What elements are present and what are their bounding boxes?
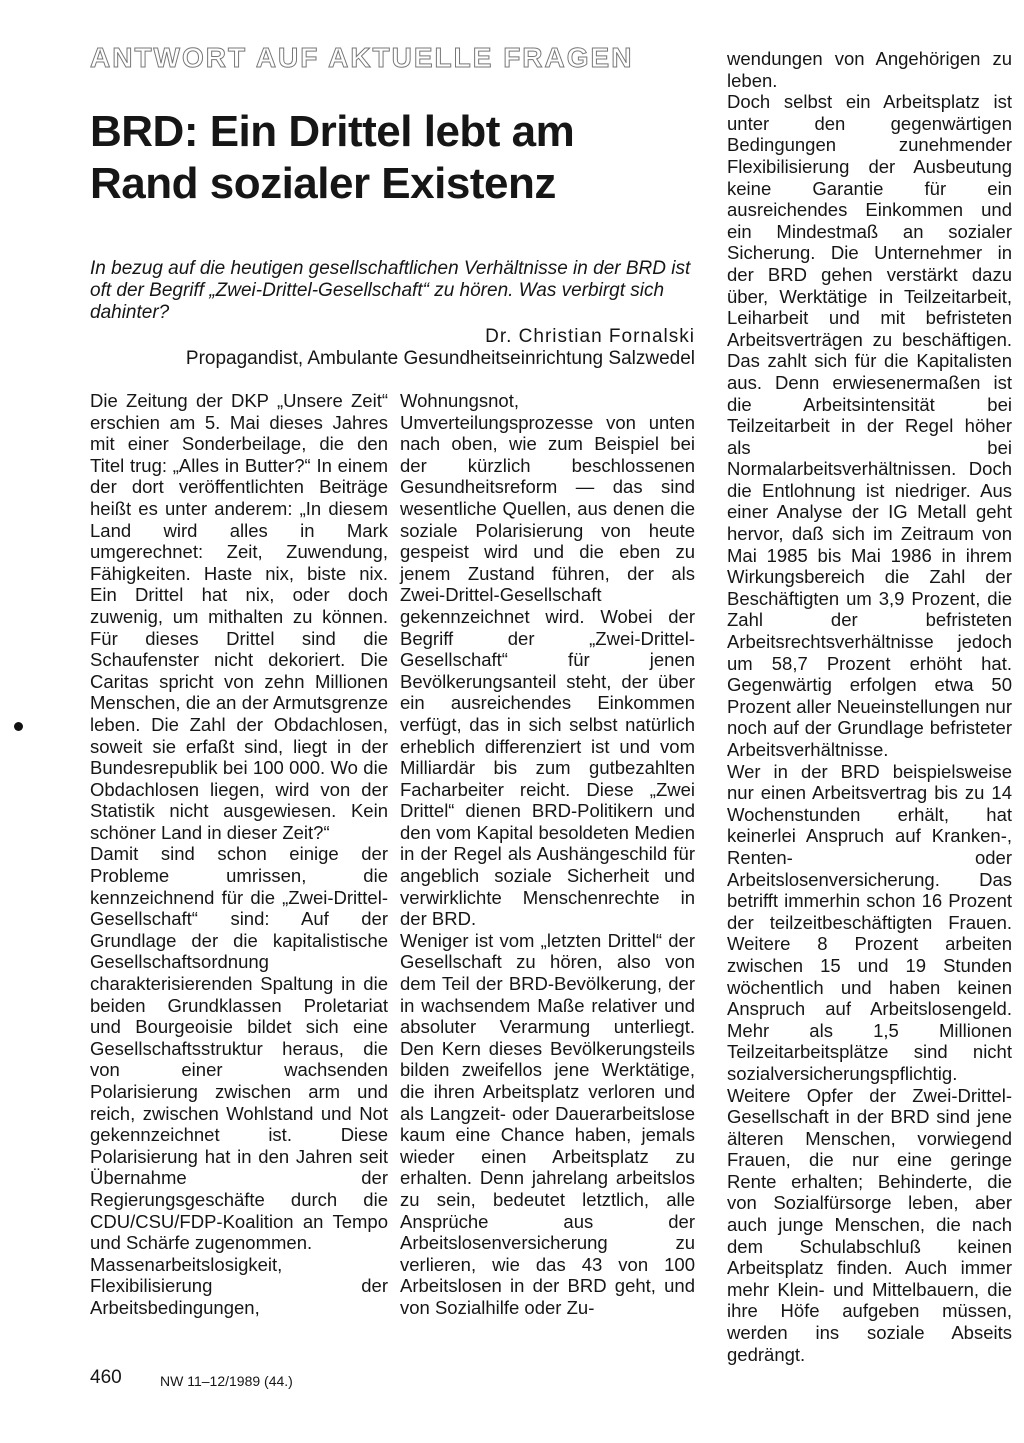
paragraph: Wer in der BRD beispielsweise nur einen Arbeitsvertrag bis zu 14 Wochenstunden erhält, hat keinerlei Anspruch auf Kranken-, Renten- oder Arbeitslosenversicherung. Das betrifft immerhin schon 16 Prozent der teilzeitbeschäftigten Frauen. Weitere 8 Prozent arbeiten zwischen 15 und 19 Stunden wöchentlich und haben keinen Anspruch auf Arbeitslosengeld. Mehr als 1,5 Millionen Teilzeitarbeitsplätze sind nicht sozialversicherungspflichtig. [727,760,1012,1084]
page-number: 460 [90,1367,122,1388]
paragraph: Die Zeitung der DKP „Unsere Zeit“ erschien am 5. Mai dieses Jahres mit einer Sonderbeilage, die den Titel trug: „Alles in Butter?“ In einem der dort veröffentlichten Beiträge heißt es unter anderem: „In diesem Land wird alles in Mark umgerechnet: Zeit, Zuwendung, Fähigkeiten. Haste nix, biste nix. Ein Drittel hat nix, oder doch zuwenig, um mithalten zu können. Für dieses Drittel sind die Schaufenster nicht dekoriert. Die Caritas spricht von zehn Millionen Menschen, die an der Armutsgrenze leben. Die Zahl der Obdachlosen, soweit sie erfaßt sind, liegt in der Bundesrepublik bei 100 000. Wo die Obdachlosen liegen, wird von der Statistik nicht ausgewiesen. Kein schöner Land in dieser Zeit?“ [90,390,388,843]
issue-reference: NW 11–12/1989 (44.) [160,1373,293,1389]
text-column-2 [400,390,695,1319]
author-name: Dr. Christian Fornalski [485,326,695,347]
article-headline: BRD: Ein Drittel lebt am Rand sozialer Existenz [90,107,575,208]
bullet-mark-icon [14,722,23,731]
text-column-3 [727,48,1012,1365]
paragraph: Weniger ist vom „letzten Drittel“ der Gesellschaft zu hören, also von dem Teil der BRD-Bevölkerung, der in wachsendem Maße relativer und absoluter Verarmung unterliegt. Den Kern dieses Bevölkerungsteils bilden zweifellos jene Werktätige, die ihren Arbeitsplatz verloren und als Langzeit- oder Dauerarbeitslose kaum eine Chance haben, jemals wieder einen Arbeitsplatz zu erhalten. Denn jahrelang arbeitslos zu sein, bedeutet letztlich, alle Ansprüche aus der Arbeitslosenversicherung zu verlieren, wie das 43 von 100 Arbeitslosen in der BRD geht, und von Sozialhilfe oder Zu- [400,929,695,1318]
paragraph: Doch selbst ein Arbeitsplatz ist unter den gegenwärtigen Bedingungen zunehmender Flexibilisierung der Ausbeutung keine Garantie für ein ausreichendes Einkommen und ein Mindestmaß an sozialer Sicherung. Die Unternehmer in der BRD gehen verstärkt dazu über, Werktätige in Teilzeitarbeit, Leiharbeit und mit befristeten Arbeitsverträgen zu beschäftigen. Das zahlt sich für die Kapitalisten aus. Denn erwiesenermaßen ist die Arbeitsintensität bei Teilzeitarbeit in der Regel höher als bei Normalarbeitsverhältnissen. Doch die Entlohnung ist niedriger. Aus einer Analyse der IG Metall geht hervor, daß sich im Zeitraum von Mai 1985 bis Mai 1986 in ihrem Wirkungsbereich die Zahl der Beschäftigten um 3,9 Prozent, die Zahl der befristeten Arbeitsrechtsverhältnisse jedoch um 58,7 Prozent erhöht hat. Gegenwärtig erfolgen etwa 50 Prozent aller Neueinstellungen nur noch auf der Grundlage befristeter Arbeitsverhältnisse. [727,91,1012,760]
section-kicker: ANTWORT AUF AKTUELLE FRAGEN [90,42,634,73]
paragraph: Wohnungsnot, Umverteilungsprozesse von unten nach oben, wie zum Beispiel bei der kürzlich beschlossenen Gesundheitsreform — das sind wesentliche Quellen, aus denen die soziale Polarisierung von heute gespeist wird und die eben zu jenem Zustand führen, der als Zwei-Drittel-Gesellschaft gekennzeichnet wird. Wobei der Begriff der „Zwei-Drittel-Gesellschaft“ für jenen Bevölkerungsanteil steht, der über ein ausreichendes Einkommen verfügt, das in sich selbst natürlich erheblich differenziert ist und vom Milliardär bis zum gutbezahlten Facharbeiter reicht. Diese „Zwei Drittel“ dienen BRD-Politikern und den vom Kapital besoldeten Medien in der Regel als Aushängeschild für angeblich soziale Sicherheit und verwirklichte Menschenrechte in der BRD. [400,390,695,930]
text-column-1 [90,390,388,1319]
paragraph: wendungen von Angehörigen zu leben. [727,48,1012,91]
article-intro: In bezug auf die heutigen gesellschaftlichen Verhältnisse in der BRD ist oft der Begriff „Zwei-Drittel-Gesellschaft“ zu hören. Was verbirgt sich dahinter? [90,258,691,323]
paragraph: Damit sind schon einige der Probleme umrissen, die kennzeichnend für die „Zwei-Drittel-Gesellschaft“ sind: Auf der Grundlage der die kapitalistische Gesellschaftsordnung charakterisierenden Spaltung in die beiden Grundklassen Proletariat und Bourgeoisie bildet sich eine Gesellschaftsstruktur heraus, die von einer wachsenden Polarisierung zwischen arm und reich, zwischen Wohlstand und Not gekennzeichnet ist. Diese Polarisierung hat in den Jahren seit Übernahme der Regierungsgeschäfte durch die CDU/CSU/FDP-Koalition an Tempo und Schärfe zugenommen. [90,843,388,1254]
paragraph: Weitere Opfer der Zwei-Drittel-Gesellschaft in der BRD sind jene älteren Menschen, vorwiegend Frauen, die nur eine geringe Rente erhalten; Behinderte, die von Sozialfürsorge leben, aber auch junge Menschen, die nach dem Schulabschluß keinen Arbeitsplatz finden. Auch immer mehr Klein- und Mittelbauern, die ihre Höfe aufgeben müssen, werden ins soziale Abseits gedrängt. [727,1084,1012,1365]
paragraph: Massenarbeitslosigkeit, Flexibilisierung der Arbeitsbedingungen, [90,1253,388,1318]
author-role: Propagandist, Ambulante Gesundheitseinrichtung Salzwedel [185,348,695,369]
